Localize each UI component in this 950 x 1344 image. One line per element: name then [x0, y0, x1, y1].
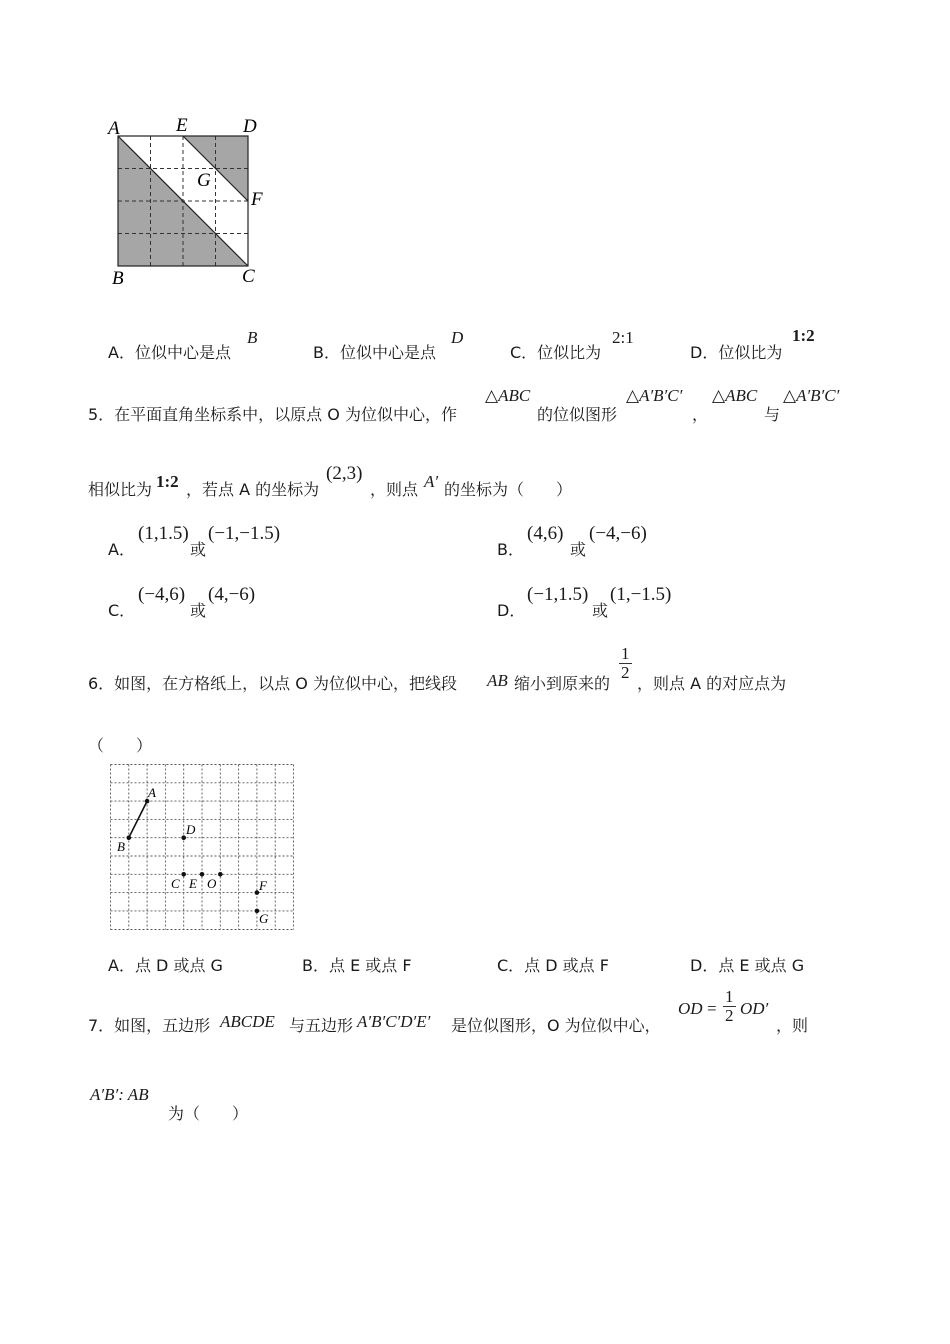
q7-fraction	[723, 988, 736, 1025]
square-figure	[100, 112, 280, 292]
q7-stem-part4: ，则	[776, 1016, 809, 1035]
grid-label-E: E	[189, 876, 197, 891]
q7-eq-sign: =	[707, 999, 717, 1018]
q5-stem-part2: 的位似图形	[537, 405, 618, 424]
q6-fraction	[619, 645, 632, 682]
q6-option-a[interactable]: A．点 D 或点 G	[108, 956, 223, 975]
q5-option-b-value1: (4,6)	[527, 523, 564, 544]
q4-option-b-math: D	[451, 328, 464, 347]
q5-stem-part5: ，若点 A 的坐标为	[186, 480, 320, 499]
q4-option-a[interactable]	[108, 340, 231, 363]
q7-stem-part1: 7．如图，五边形	[88, 1016, 211, 1035]
q5-option-c-value1: (−4,6)	[138, 584, 186, 605]
q6-stem-part3: ，则点 A 的对应点为	[637, 674, 787, 693]
q7-fraction-numerator: 1	[725, 987, 734, 1006]
q6-fraction-numerator: 1	[621, 644, 630, 663]
grid-label-F: F	[259, 878, 267, 893]
dotted-grid	[111, 765, 294, 930]
q5-option-c-value2: (4,−6)	[208, 584, 256, 605]
label-B: B	[112, 268, 124, 289]
q7-eq-right: OD′	[740, 999, 769, 1018]
grid-label-C: C	[171, 876, 180, 891]
grid-label-B: B	[117, 839, 125, 854]
label-G: G	[197, 170, 211, 191]
grid-label-A: A	[148, 785, 156, 800]
q5-triangle-abc-prime-2: △A′B′C′	[783, 386, 840, 405]
q5-stem-part4: 相似比为	[88, 480, 153, 499]
q6-option-d[interactable]: D．点 E 或点 G	[690, 956, 805, 975]
q5-stem-part6: ，则点	[370, 480, 419, 499]
q5-option-b-value2: (−4,−6)	[589, 523, 647, 544]
q7-stem-part3: 是位似图形，O 为位似中心，	[451, 1016, 661, 1035]
q5-a-prime: A′	[424, 472, 439, 491]
q5-option-c-label: C．	[108, 601, 136, 620]
q5-option-a-label: A．	[108, 540, 135, 559]
q6-answer-blank: （ ）	[88, 736, 153, 755]
q4-option-a-text: A．位似中心是点	[108, 343, 231, 362]
q5-option-d-value2: (1,−1.5)	[610, 584, 672, 605]
q5-triangle-abc-prime: △A′B′C′	[626, 386, 683, 405]
label-E: E	[176, 115, 188, 136]
q7-pentagon-1: ABCDE	[220, 1012, 275, 1031]
q4-option-c[interactable]	[510, 340, 601, 363]
q7-stem-part2: 与五边形	[289, 1016, 354, 1035]
point-E	[200, 872, 205, 877]
q4-option-c-math: 2:1	[612, 328, 634, 347]
label-D: D	[243, 116, 257, 137]
point-B	[127, 835, 132, 840]
grid-label-G: G	[259, 911, 269, 926]
q4-option-c-text: C．位似比为	[510, 343, 602, 362]
q5-triangle-abc-2: △ABC	[712, 386, 758, 405]
q5-option-b-or: 或	[570, 540, 587, 559]
q5-stem-part7: 的坐标为（ ）	[444, 480, 573, 499]
q5-stem-part3: 与	[764, 405, 781, 424]
label-F: F	[251, 189, 263, 210]
q6-option-c[interactable]: C．点 D 或点 F	[497, 956, 609, 975]
q7-fraction-denominator: 2	[725, 1006, 734, 1025]
q5-option-a-value1: (1,1.5)	[138, 523, 189, 544]
q4-option-a-math: B	[247, 328, 258, 347]
q6-segment-ab: AB	[487, 671, 508, 690]
q4-option-d-text: D．位似比为	[690, 343, 783, 362]
q4-option-d-math: 1:2	[792, 326, 815, 345]
q6-stem-part1: 6．如图，在方格纸上，以点 O 为位似中心，把线段	[88, 674, 457, 693]
q5-option-d-value1: (−1,1.5)	[527, 584, 589, 605]
q5-ratio: 1:2	[156, 472, 179, 491]
q5-stem-part1: 5．在平面直角坐标系中，以原点 O 为位似中心，作	[88, 405, 457, 424]
q5-comma: ，	[692, 405, 709, 424]
q7-pentagon-2: A′B′C′D′E′	[357, 1012, 431, 1031]
q5-option-b-label: B．	[497, 540, 524, 559]
q5-option-d-or: 或	[592, 601, 609, 620]
q5-option-d-label: D．	[497, 601, 526, 620]
point-O	[218, 872, 223, 877]
q6-stem-part2: 缩小到原来的	[514, 674, 611, 693]
q5-coord-a: (2,3)	[326, 463, 363, 484]
q7-stem-part5: 为（ ）	[168, 1104, 249, 1123]
q7-eq-left: OD	[678, 999, 703, 1018]
grid-figure	[108, 762, 296, 934]
q5-option-a-value2: (−1,−1.5)	[208, 523, 281, 544]
q5-option-a-or: 或	[190, 540, 207, 559]
q4-option-d[interactable]	[690, 340, 782, 363]
q6-option-b[interactable]: B．点 E 或点 F	[302, 956, 412, 975]
q4-option-b[interactable]	[313, 340, 436, 363]
q6-fraction-denominator: 2	[621, 663, 630, 682]
q5-option-c-or: 或	[190, 601, 207, 620]
label-C: C	[242, 266, 255, 287]
grid-label-D: D	[186, 822, 196, 837]
grid-label-O: O	[207, 876, 217, 891]
q7-ratio-expression: A′B′: AB	[90, 1085, 149, 1104]
point-C	[181, 872, 186, 877]
q4-option-b-text: B．位似中心是点	[313, 343, 436, 362]
q5-triangle-abc: △ABC	[485, 386, 531, 405]
label-A: A	[108, 118, 120, 139]
